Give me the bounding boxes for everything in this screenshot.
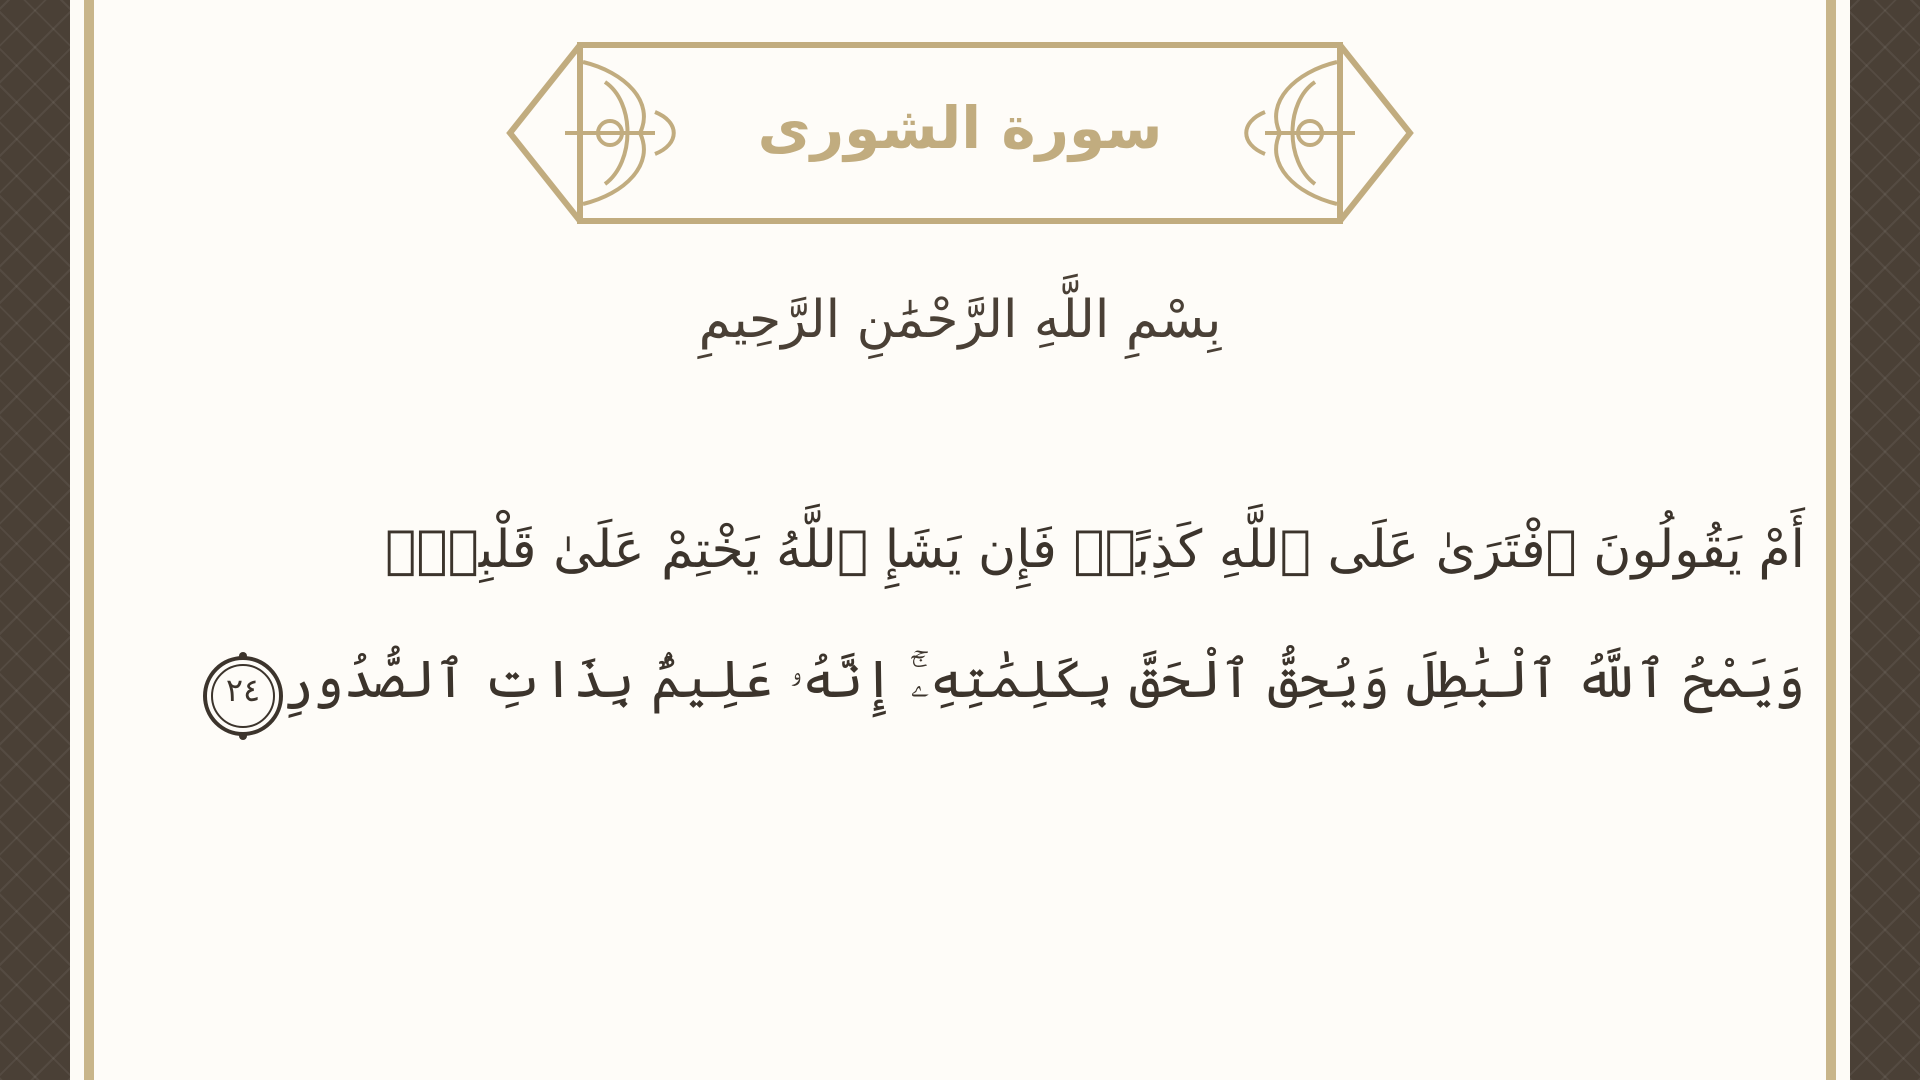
surah-title-banner bbox=[505, 42, 1415, 224]
verse-line-1: أَمْ يَقُولُونَ ٱفْتَرَىٰ عَلَى ٱللَّهِ كَذِبًاۖ فَإِن يَشَإِ ٱللَّهُ يَخْتِمْ عَلَىٰ قَلْبِكَۗ bbox=[385, 520, 1805, 580]
right-gold-rule bbox=[1826, 0, 1836, 1080]
ayah-end-marker bbox=[198, 651, 288, 741]
left-decorative-border bbox=[0, 0, 70, 1080]
right-decorative-border bbox=[1850, 0, 1920, 1080]
left-gold-rule bbox=[84, 0, 94, 1080]
basmala-calligraphy: بِسْمِ اللَّهِ الرَّحْمَٰنِ الرَّحِيمِ bbox=[698, 290, 1222, 350]
ayah-number: ٢٤ bbox=[225, 671, 261, 709]
surah-title: سورة الشورى bbox=[757, 94, 1163, 162]
verse-line-2: وَيَمْحُ ٱللَّهُ ٱلْبَٰطِلَ وَيُحِقُّ ٱلْحَقَّ بِكَلِمَٰتِهِۦٓۚ إِنَّهُۥ عَلِيمٌۢ بِذَاتِ ٱلصُّدُورِ bbox=[282, 650, 1805, 710]
